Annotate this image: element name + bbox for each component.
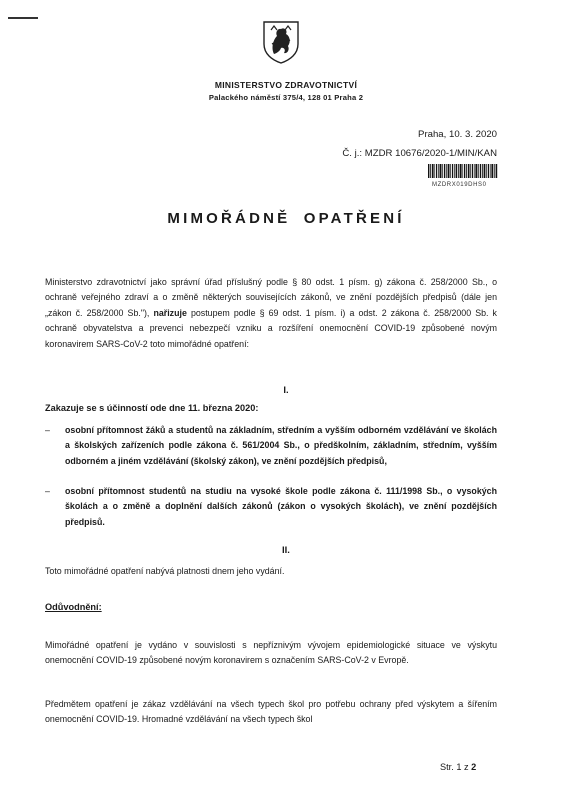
- barcode-number: MZDRX019DHS0: [432, 182, 487, 188]
- justification-paragraph: Předmětem opatření je zákaz vzdělávání na všech typech škol pro potřebu ochrany před výskytem a šířením onemocnění COVID-19. Hromadné vzdělávání na všech typech škol: [45, 699, 497, 725]
- document-title: MIMOŘÁDNĚ OPATŘENÍ: [167, 210, 405, 227]
- state-emblem-icon: [262, 20, 300, 64]
- list-item: [45, 484, 497, 530]
- intro-paragraph: [45, 275, 497, 352]
- intro-text-part1: Ministerstvo zdravotnictví jako správní úřad příslušný podle § 80 odst. 1 písm. g) zákona č. 258/2000 Sb., o ochraně veřejného zdraví a o změně některých souvisejících zákonů, ve znění pozdějších předpisů (dále jen „zákon č. 258/2000 Sb."),: [45, 277, 497, 318]
- page-total: 2: [471, 762, 477, 772]
- page-number-prefix: Str. 1 z: [440, 762, 472, 772]
- page-number: [440, 762, 476, 772]
- list-dash: –: [45, 486, 50, 496]
- effect-statement: Toto mimořádné opatření nabývá platnosti dnem jeho vydání.: [45, 566, 285, 576]
- document-date: Praha, 10. 3. 2020: [418, 129, 497, 140]
- justification-heading: Odůvodnění:: [45, 602, 102, 612]
- intro-text-part2: postupem podle § 69 odst. 1 písm. i) a odst. 2 zákona č. 258/2000 Sb. k ochraně obyvatelstva a prevenci nebezpečí vzniku a rozšíření onemocnění COVID-19 způsobené novým koronavirem SARS-CoV-2 toto mimořádné opatření:: [45, 307, 497, 349]
- corner-mark: [8, 17, 38, 19]
- list-item: [45, 423, 497, 469]
- list-item-text: osobní přítomnost studentů na studiu na vysoké škole podle zákona č. 111/1998 Sb., o vysokých školách a o změně a doplnění dalších zákonů (zákon o vysokých školách), ve znění pozdějších předpisů.: [65, 486, 497, 527]
- list-dash: –: [45, 425, 50, 435]
- ministry-address: Palackého náměstí 375/4, 128 01 Praha 2: [208, 93, 364, 102]
- justification-paragraph: Mimořádné opatření je vydáno v souvislosti s nepříznivým vývojem epidemiologické situace ve výskytu onemocnění COVID-19 způsobené novým koronavirem s označením SARS-CoV-2 v Evropě.: [45, 640, 497, 666]
- section-numeral-2: II.: [282, 545, 290, 556]
- prohibition-heading: Zakazuje se s účinností ode dne 11. března 2020:: [45, 403, 259, 413]
- list-item-text: osobní přítomnost žáků a studentů na základním, středním a vyšším odborném vzdělávání ve školách a školských zařízeních podle zákona č. 561/2004 Sb., o předškolním, základním, středním, vyšším odborném a jiném vzdělávání (školský zákon), ve znění pozdějších předpisů,: [65, 425, 497, 466]
- section-numeral-1: I.: [283, 385, 289, 396]
- intro-ordered-keyword: nařizuje: [153, 307, 187, 318]
- barcode-icon: [428, 164, 498, 178]
- reference-number: Č. j.: MZDR 10676/2020-1/MIN/KAN: [342, 148, 497, 159]
- ministry-name: MINISTERSTVO ZDRAVOTNICTVÍ: [214, 80, 358, 90]
